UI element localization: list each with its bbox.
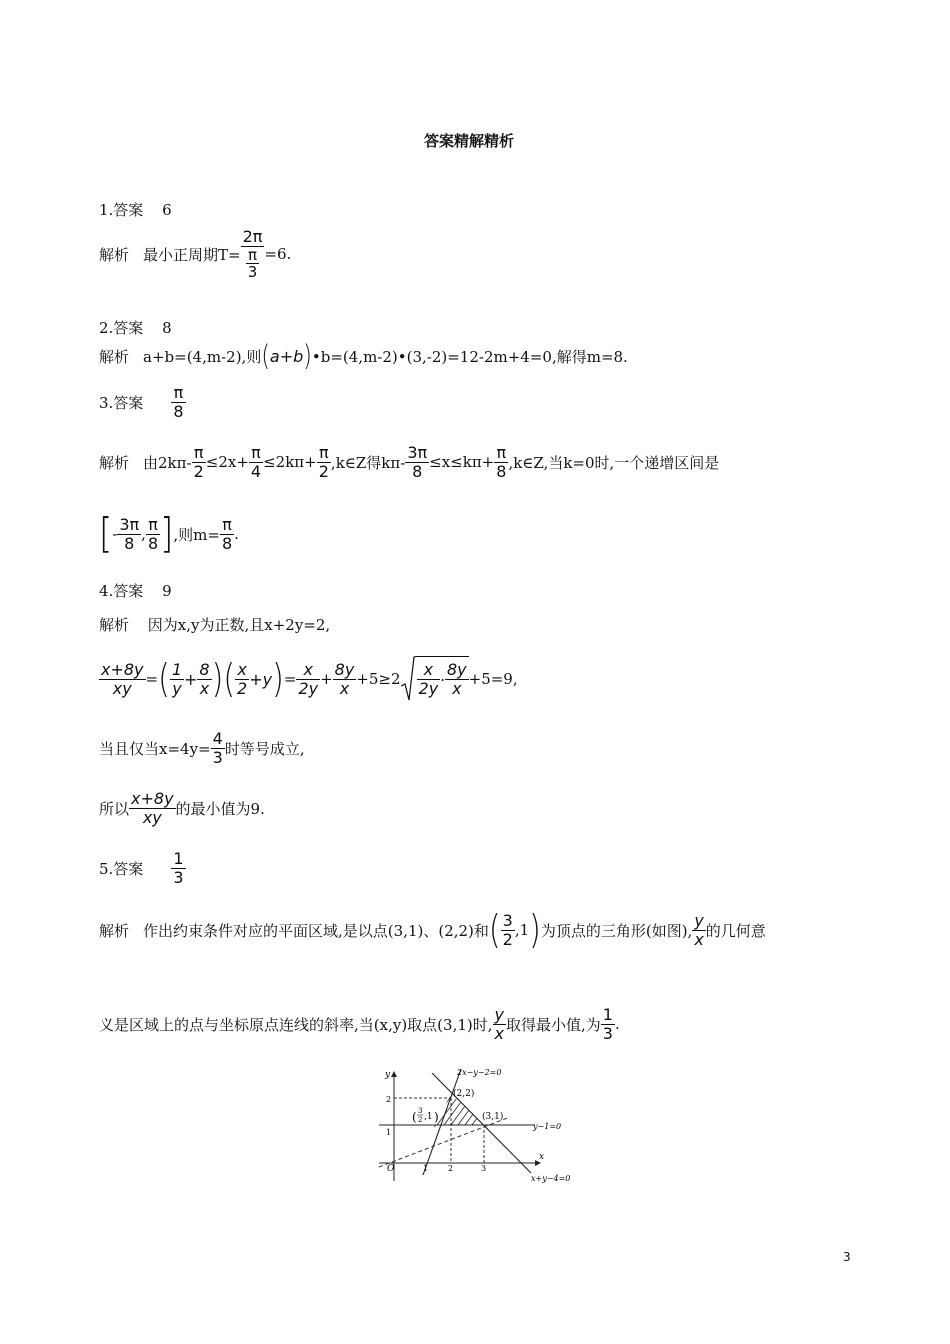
q2-analysis-label: 解析 [99, 348, 130, 366]
q3-ans-den: 8 [173, 401, 184, 421]
q3-text-6: ,k∈Z,当k=0时,一个递增区间是 [508, 453, 720, 472]
q4-answer: 9 [162, 582, 172, 600]
q2-label: 2.答案 [99, 319, 144, 337]
q1-period-fraction [241, 228, 265, 281]
q1-text-a: 最小正周期T= [143, 245, 241, 264]
label-pt3-den: 2 [418, 1116, 423, 1124]
q4-frac-a: $\frac{1}{y}$ [171, 659, 183, 698]
q4-frac-expr: $\frac{x+8y}{xy}$ [101, 659, 144, 698]
label-axis-y: y [385, 1070, 391, 1080]
q5-analysis-line1: 解析 作出约束条件对应的平面区域,是以点(3,1)、(2,2)和 ( $\frac{3}{2}$ ,1 ) 为顶点的三角形(如图), $\frac{y}{x}$ 的几何意 [99, 907, 766, 953]
q4-t-end: +5=9, [468, 670, 518, 688]
q4-answer-line [99, 580, 172, 601]
q5-yx-fraction: $\frac{y}{x}$ [694, 911, 704, 949]
q5-l2-frac: $\frac{y}{x}$ [494, 1005, 504, 1043]
q3-analysis-line2: [ - $\frac{3\pi}{8}$ , $\frac{\pi}{8}$ ] ,则m= $\frac{\pi}{8}$ . [99, 510, 239, 558]
tick-x3: 3 [481, 1164, 487, 1173]
q1-analysis [99, 228, 291, 281]
q3-l2-frac-3: $\frac{\pi}{8}$ [221, 514, 233, 553]
q3-l2-end: . [234, 525, 239, 543]
q4-line3-frac: $\frac{4}{3}$ [212, 729, 223, 767]
y-axis-arrow-icon [391, 1071, 397, 1077]
q4-analysis-line4 [99, 790, 265, 826]
q5-l2-result-frac: $\frac{1}{3}$ [602, 1005, 613, 1043]
q5-answer-fraction: $\frac{1}{3}$ [173, 849, 184, 887]
q1-text-b: =6. [264, 245, 292, 264]
page-number: 3 [843, 1250, 851, 1264]
q3-text-3: ≤2kπ+ [263, 453, 317, 472]
q2-analysis: 解析 a+b=(4,m-2),则 ( a+b ) •b=(4,m-2)•(3,-2)=12-2m+4=0,解得m=8. [99, 340, 628, 373]
q5-label: 5.答案 [99, 859, 144, 878]
q4-line4-b: 的最小值为9. [175, 799, 265, 818]
tick-x2: 2 [448, 1164, 454, 1173]
label-pt1: (2,2) [453, 1089, 475, 1099]
q3-text-4: ,k∈Z得kπ- [330, 453, 406, 472]
q5-answer-line [99, 850, 186, 886]
q4-eq: = [145, 670, 159, 688]
q4-frac-b: $\frac{8}{x}$ [199, 659, 210, 698]
label-pt3-open: ( [412, 1110, 417, 1124]
q4-line3-a: 当且仅当x=4y= [99, 739, 211, 758]
q2-text-b: •b=(4,m-2)•(3,-2)=12-2m+4=0,解得m=8. [311, 348, 628, 366]
q4-frac-d: $\frac{x}{2y}$ [298, 659, 319, 698]
q1-inner-den: 3 [247, 263, 258, 282]
q2-paren-expr: a+b [269, 347, 304, 366]
label-pt3-close: ) [434, 1110, 439, 1124]
tick-y2: 2 [386, 1095, 392, 1104]
tick-y1: 1 [386, 1128, 392, 1137]
label-pt2: (3,1) [482, 1112, 504, 1122]
q3-frac-3: $\frac{\pi}{2}$ [318, 443, 329, 481]
q3-l2-comma: , [141, 525, 146, 543]
q4-t-ge: +5≥2 [356, 670, 401, 688]
label-pt3-tail: ,1 [424, 1112, 433, 1122]
q1-inner-num: π [246, 247, 260, 265]
q5-l2-end: . [614, 1015, 620, 1034]
q4-line1: 因为x,y为正数,且x+2y=2, [147, 616, 331, 634]
q1-label: 1.答案 [99, 201, 144, 219]
q5-analysis-label: 解析 [99, 921, 130, 940]
q5-text-3: 的几何意 [705, 921, 766, 940]
q4-line4-a: 所以 [99, 799, 130, 818]
q3-frac-1: $\frac{\pi}{2}$ [193, 443, 204, 481]
q4-radical-frac-2: $\frac{8y}{x}$ [446, 660, 467, 698]
region-figure [375, 1063, 585, 1185]
line-2x-y-2 [423, 1069, 461, 1175]
q4-plus: + [184, 669, 198, 689]
label-axis-x: x [539, 1152, 545, 1162]
q3-label: 3.答案 [99, 393, 144, 412]
q3-l2-frac-1: $\frac{3\pi}{8}$ [119, 514, 140, 553]
q4-label: 4.答案 [99, 582, 144, 600]
q3-frac-2: $\frac{\pi}{4}$ [250, 443, 262, 481]
q3-analysis-line1 [99, 444, 719, 480]
q2-answer-line [99, 317, 172, 338]
q5-analysis-line2 [99, 1006, 620, 1042]
q4-dot: · [440, 670, 445, 689]
q5-text-1: 作出约束条件对应的平面区域,是以点(3,1)、(2,2)和 [143, 921, 489, 940]
q3-text-2: ≤2x+ [205, 453, 249, 472]
page-title: 答案精解精析 [424, 132, 515, 150]
q4-line3-b: 时等号成立, [224, 739, 305, 758]
q3-text-5: ≤x≤kπ+ [429, 453, 495, 472]
q4-analysis-label: 解析 [99, 616, 130, 634]
label-eq2: y−1=0 [533, 1122, 562, 1131]
q4-inequality-line: $\frac{x+8y}{xy}$ = ( $\frac{1}{y}$ + $\frac{8}{x}$ ) ( $\frac{x}{2}$ +y ) = $\frac{x}{2y}$ + $\frac{8y}{x}$ +5≥2 $\frac{x}{2y}$ · $\frac{8y}{x}$ +5=9, [101, 656, 518, 702]
q3-answer-fraction [171, 384, 185, 420]
q2-text-a: a+b=(4,m-2),则 [143, 348, 262, 366]
label-origin: O [387, 1164, 395, 1174]
q3-answer-line [99, 384, 186, 420]
q3-analysis-label: 解析 [99, 453, 130, 472]
label-eq1: 2x−y−2=0 [457, 1068, 502, 1077]
q4-line4-frac: $\frac{x+8y}{xy}$ [131, 789, 174, 827]
q3-l2-minus: - [112, 525, 118, 543]
tick-x1: 1 [423, 1164, 429, 1173]
q5-text-2: 为顶点的三角形(如图), [540, 921, 693, 940]
q4-frac-g: $\frac{8y}{x}$ [334, 659, 355, 698]
q4-radical-frac-1: $\frac{x}{2y}$ [418, 660, 439, 698]
q5-l2-a: 义是区域上的点与坐标原点连线的斜率,当(x,y)取点(3,1)时, [99, 1015, 493, 1034]
q4-c-tail: +y [249, 669, 273, 689]
q5-l2-b: 取得最小值,为 [505, 1015, 601, 1034]
radical-sign-icon [401, 656, 415, 702]
q1-answer: 6 [162, 201, 172, 219]
q1-analysis-label: 解析 [99, 245, 130, 264]
q4-plus2: + [320, 670, 333, 688]
q4-analysis-line3 [99, 730, 305, 766]
label-eq3: x+y−4=0 [531, 1174, 571, 1183]
q5-p-tail: ,1 [514, 921, 530, 940]
q3-l2-text: ,则m= [173, 525, 220, 544]
q1-inner-fraction [246, 247, 260, 281]
label-pt3-num: 3 [418, 1107, 423, 1115]
line-x+y-4 [432, 1073, 531, 1173]
q4-eq2: = [283, 670, 297, 688]
q3-text-1: 由2kπ- [143, 453, 192, 472]
q1-frac-numerator: 2π [242, 227, 263, 246]
q5-point-fraction: $\frac{3}{2}$ [502, 911, 513, 949]
sqrt-symbol [401, 656, 469, 702]
q1-answer-line [99, 199, 172, 220]
q4-frac-c: $\frac{x}{2}$ [237, 659, 248, 698]
q4-analysis-line1 [99, 614, 330, 635]
q3-l2-frac-2: $\frac{\pi}{8}$ [147, 514, 159, 553]
q3-ans-num: π [171, 384, 185, 403]
q2-answer: 8 [162, 319, 172, 337]
q3-frac-5: $\frac{\pi}{8}$ [496, 443, 507, 481]
q3-frac-4: $\frac{3\pi}{8}$ [407, 443, 428, 481]
